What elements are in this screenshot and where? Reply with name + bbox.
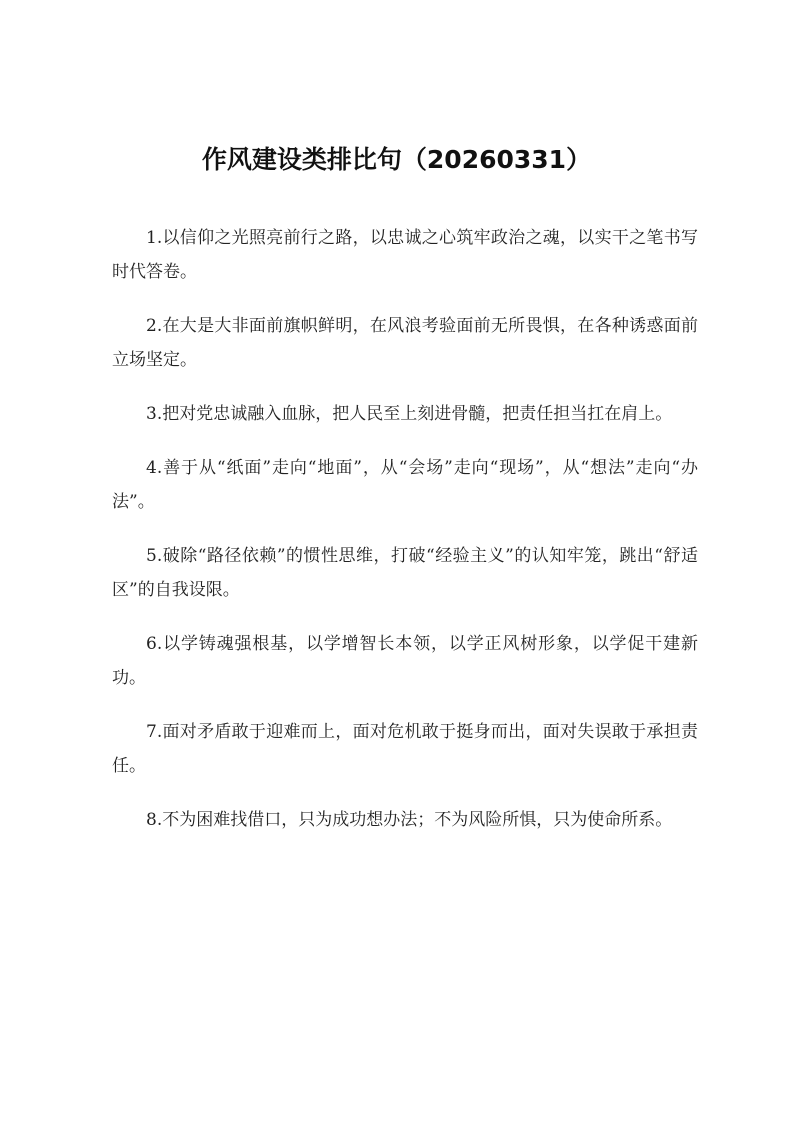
document-body bbox=[112, 221, 698, 857]
paragraph-8: 8.不为困难找借口，只为成功想办法；不为风险所惧，只为使命所系。 bbox=[146, 810, 673, 830]
document-title: 作风建设类排比句（20260331） bbox=[201, 145, 592, 174]
paragraph-3: 3.把对党忠诚融入血脉，把人民至上刻进骨髓，把责任担当扛在肩上。 bbox=[146, 404, 673, 424]
paragraph-2: 2.在大是大非面前旗帜鲜明，在风浪考验面前无所畏惧，在各种诱惑面前立场坚定。 bbox=[112, 316, 698, 370]
paragraph-5: 5.破除“路径依赖”的惯性思维，打破“经验主义”的认知牢笼，跳出“舒适区”的自我设限。 bbox=[112, 546, 698, 600]
paragraph-1: 1.以信仰之光照亮前行之路，以忠诚之心筑牢政治之魂，以实干之笔书写时代答卷。 bbox=[112, 228, 698, 282]
paragraph-7: 7.面对矛盾敢于迎难而上，面对危机敢于挺身而出，面对失误敢于承担责任。 bbox=[112, 722, 698, 776]
paragraph-6: 6.以学铸魂强根基，以学增智长本领，以学正风树形象，以学促干建新功。 bbox=[112, 634, 698, 688]
paragraph-4: 4.善于从“纸面”走向“地面”，从“会场”走向“现场”，从“想法”走向“办法”。 bbox=[112, 458, 698, 512]
